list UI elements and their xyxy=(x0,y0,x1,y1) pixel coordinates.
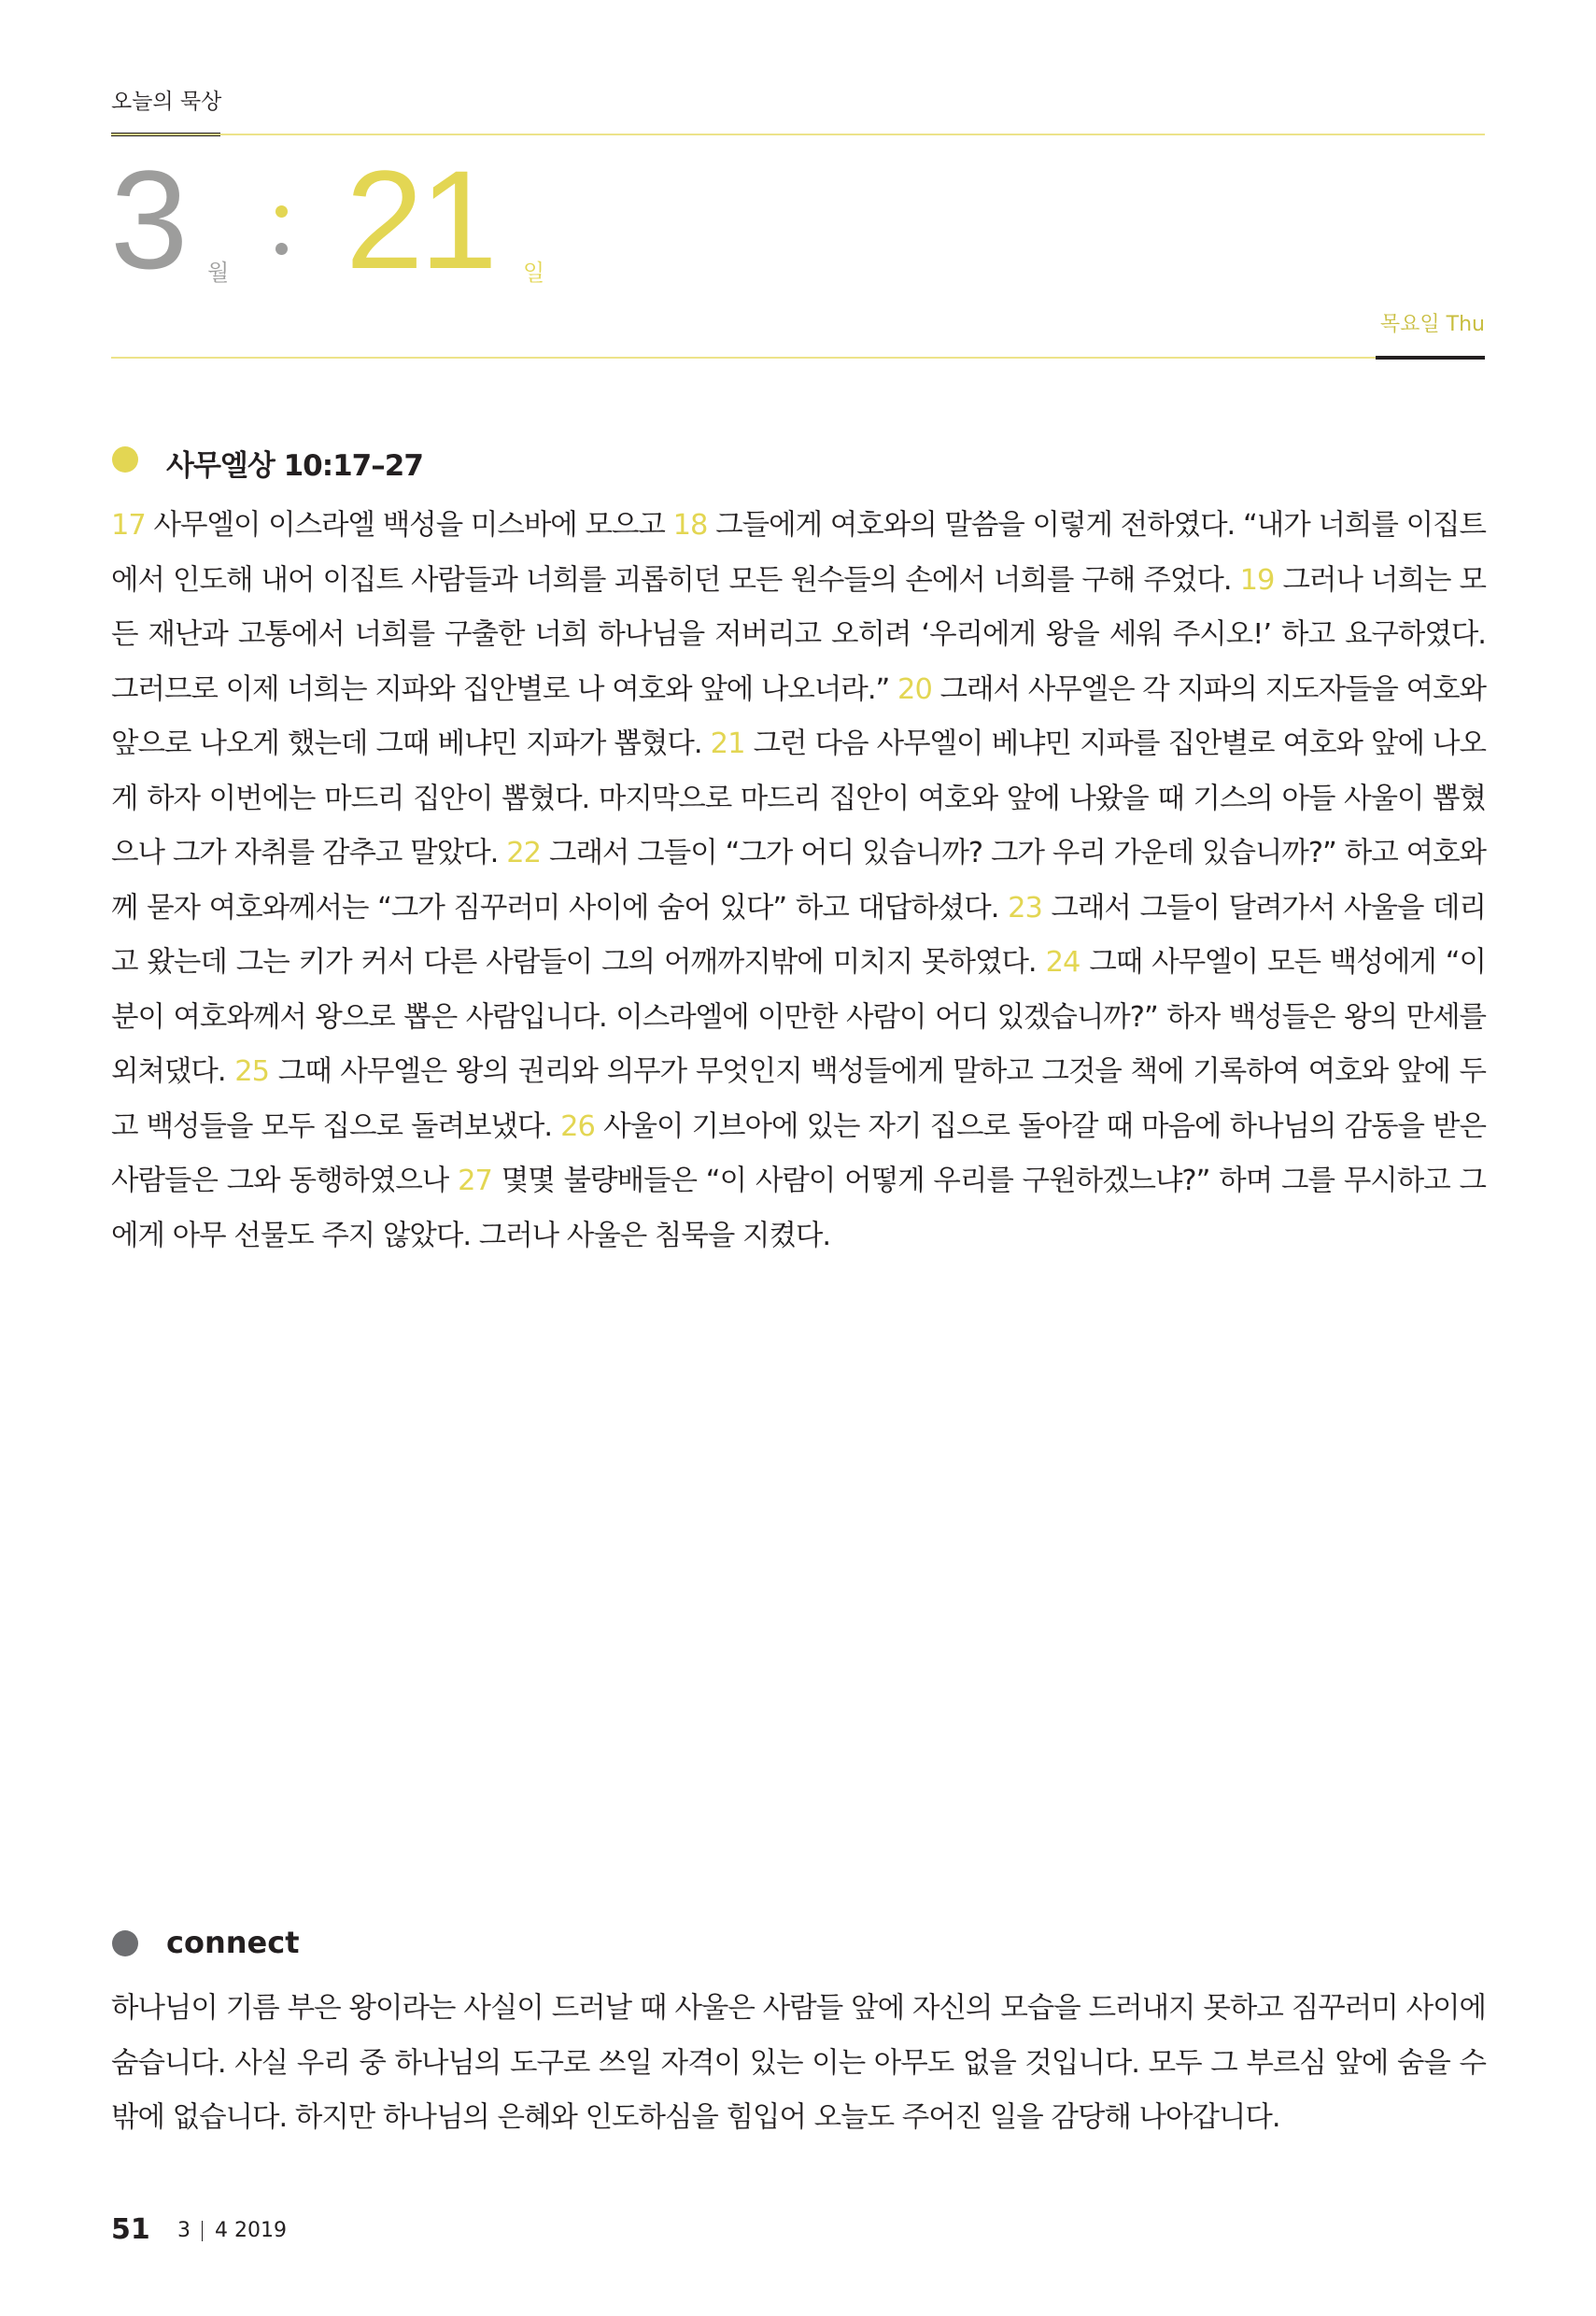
connect-bullet-icon xyxy=(112,1930,138,1956)
weekday-label: 목요일 Thu xyxy=(1379,313,1485,336)
verse-text: 그래서 그들이 달려가서 사울을 데리고 왔는데 그는 키가 커서 다른 사람들이 그의 어깨까지밖에 미치지 못하였다. xyxy=(111,891,1486,979)
month-number: 3 xyxy=(110,141,185,298)
verse-text: 그들에게 여호와의 말씀을 이렇게 전하였다. “내가 너희를 이집트에서 인도해 내어 이집트 사람들과 너희를 괴롭히던 모든 원수들의 손에서 너희를 구해 주었다. xyxy=(111,509,1486,597)
verse-number: 21 xyxy=(710,727,745,760)
connect-paragraph: 하나님이 기름 부은 왕이라는 사실이 드러날 때 사울은 사람들 앞에 자신의 모습을 드러내지 못하고 짐꾸러미 사이에 숨습니다. 사실 우리 중 하나님의 도구로 쓰일 자격이 있는 이는 아무도 없을 것입니다. 모두 그 부르심 앞에 숨을 수밖에 없습니다. 하지만 하나님의 은혜와 인도하심을 힘입어 오늘도 주어진 일을 감당해 나아갑니다. xyxy=(111,1992,1486,2134)
verse-text: 사무엘이 이스라엘 백성을 미스바에 모으고 xyxy=(145,509,673,542)
verse-text: 그래서 그들이 “그가 어디 있습니까? 그가 우리 가운데 있습니까?” 하고 여호와께 묻자 여호와께서는 “그가 짐꾸러미 사이에 숨어 있다” 하고 대답하셨다. xyxy=(111,837,1486,925)
verse-number: 20 xyxy=(897,672,932,706)
verse-number: 26 xyxy=(560,1109,595,1143)
verse-text: 그래서 사무엘은 각 지파의 지도자들을 여호와 앞으로 나오게 했는데 그때 베냐민 지파가 뽑혔다. xyxy=(111,672,1486,760)
verse-number: 27 xyxy=(458,1165,492,1197)
verse-number: 17 xyxy=(111,509,146,542)
issue-month: 3 xyxy=(177,2219,191,2242)
section-label: 오늘의 묵상 xyxy=(111,90,222,114)
verse-number: 23 xyxy=(1008,891,1042,925)
verse-text: 그때 사무엘은 왕의 권리와 의무가 무엇인지 백성들에게 말하고 그것을 책에 기록하여 여호와 앞에 두고 백성들을 모두 집으로 돌려보냈다. xyxy=(111,1055,1486,1143)
page-number: 51 xyxy=(111,2213,150,2246)
scripture-bullet-icon xyxy=(112,446,138,473)
month-suffix: 월 xyxy=(207,260,230,286)
issue-date: 4 2019 xyxy=(215,2219,287,2242)
scripture-passage xyxy=(111,499,1486,1264)
header-divider-top xyxy=(111,134,1485,135)
day-suffix: 일 xyxy=(523,260,545,286)
date-colon-dot-top xyxy=(275,205,288,218)
date-colon-dot-bottom xyxy=(275,243,288,255)
verse-text: 그때 사무엘이 모든 백성에게 “이 분이 여호와께서 왕으로 뽑은 사람입니다. 이스라엘에 이만한 사람이 어디 있겠습니까?” 하자 백성들은 왕의 만세를 외쳐댔다. xyxy=(111,946,1486,1088)
scripture-reference: 사무엘상 10:17–27 xyxy=(166,449,423,483)
verse-number: 19 xyxy=(1239,563,1275,597)
day-number: 21 xyxy=(346,141,494,298)
connect-heading: connect xyxy=(166,1925,300,1960)
verse-text: 사울이 기브아에 있는 자기 집으로 돌아갈 때 마음에 하나님의 감동을 받은 사람들은 그와 동행하였으나 xyxy=(111,1109,1486,1197)
header-divider-bottom xyxy=(111,357,1485,359)
verse-number: 25 xyxy=(234,1055,270,1088)
verse-number: 24 xyxy=(1045,946,1080,979)
issue-separator xyxy=(202,2221,203,2241)
verse-text: 그러나 너희는 모든 재난과 고통에서 너희를 구출한 너희 하나님을 저버리고 오히려 ‘우리에게 왕을 세워 주시오!’ 하고 요구하였다. 그러므로 이제 너희는 지파와 집안별로 나 여호와 앞에 나오너라.” xyxy=(111,563,1487,706)
verse-text: 그런 다음 사무엘이 베냐민 지파를 집안별로 여호와 앞에 나오게 하자 이번에는 마드리 집안이 뽑혔다. 마지막으로 마드리 집안이 여호와 앞에 나왔을 때 기스의 아들 사울이 뽑혔으나 그가 자취를 감추고 말았다. xyxy=(111,727,1486,869)
verse-number: 22 xyxy=(506,837,542,869)
weekday-underline xyxy=(1376,356,1485,360)
verse-number: 18 xyxy=(672,509,708,542)
verse-text: 몇몇 불량배들은 “이 사람이 어떻게 우리를 구원하겠느냐?” 하며 그를 무시하고 그에게 아무 선물도 주지 않았다. 그러나 사울은 침묵을 지켰다. xyxy=(111,1165,1487,1252)
